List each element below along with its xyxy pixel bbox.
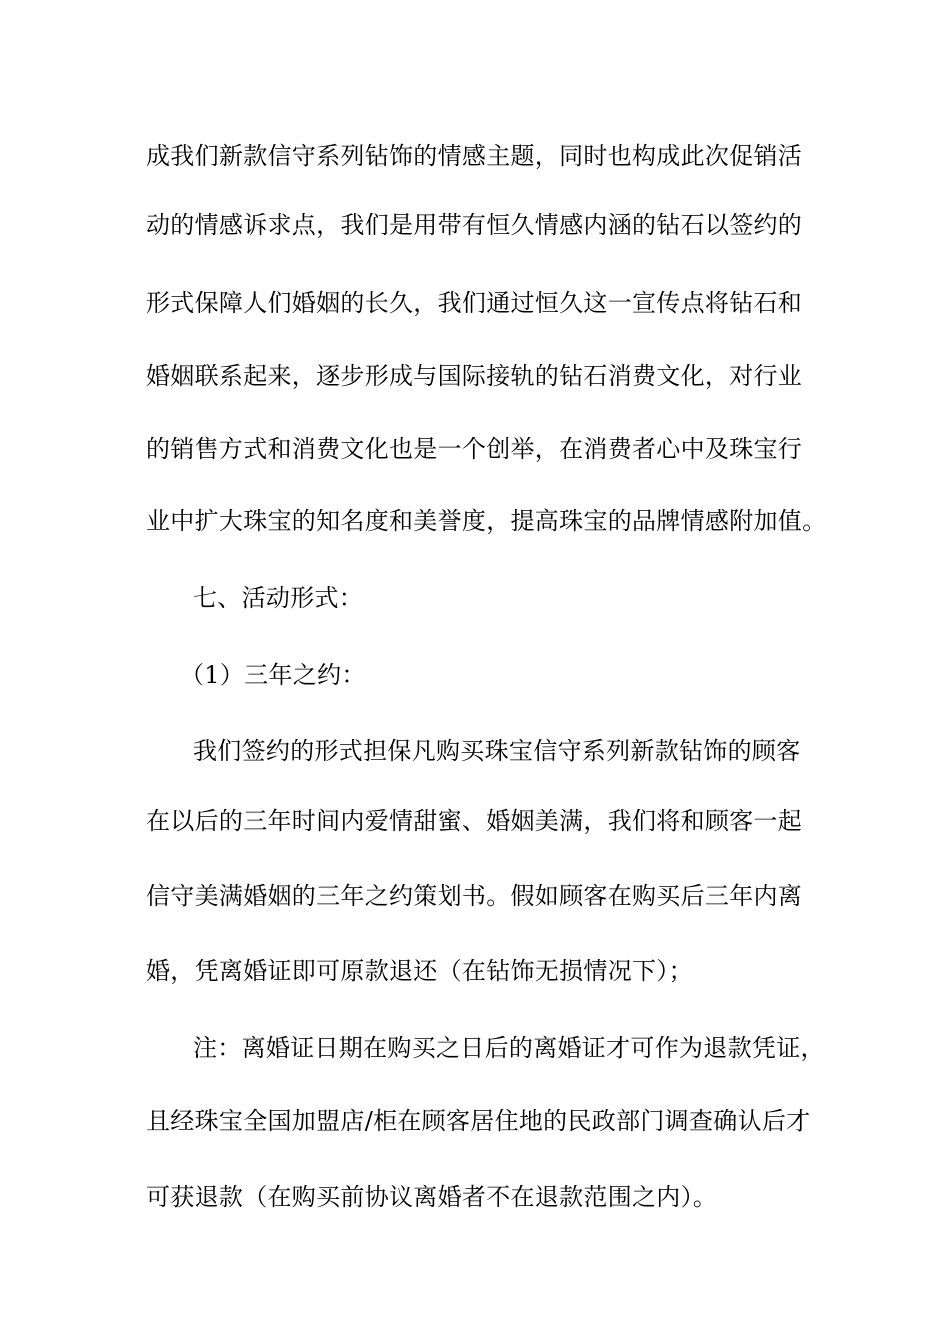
- body-line: 在以后的三年时间内爱情甜蜜、婚姻美满，我们将和顾客一起: [146, 807, 803, 835]
- body-line: 动的情感诉求点，我们是用带有恒久情感内涵的钻石以签约的: [146, 211, 803, 239]
- body-line: 婚姻联系起来，逐步形成与国际接轨的钻石消费文化，对行业: [146, 362, 803, 390]
- note-line: 注：离婚证日期在购买之日后的离婚证才可作为退款凭证，: [193, 1034, 825, 1062]
- body-line: 形式保障人们婚姻的长久，我们通过恒久这一宣传点将钻石和: [146, 289, 803, 317]
- body-line: 且经珠宝全国加盟店/柜在顾客居住地的民政部门调查确认后才: [146, 1107, 811, 1135]
- body-line: 婚，凭离婚证即可原款退还（在钻饰无损情况下）；: [146, 957, 693, 985]
- section-heading: 七、活动形式：: [193, 584, 364, 612]
- subsection-heading: （1）三年之约：: [180, 661, 366, 689]
- body-line: 成我们新款信守系列钻饰的情感主题，同时也构成此次促销活: [146, 142, 803, 170]
- body-line: 业中扩大珠宝的知名度和美誉度，提高珠宝的品牌情感附加值。: [146, 507, 827, 535]
- body-line: 信守美满婚姻的三年之约策划书。假如顾客在购买后三年内离: [146, 882, 803, 910]
- paragraph-start-line: 我们签约的形式担保凡购买珠宝信守系列新款钻饰的顾客: [193, 737, 801, 765]
- body-line: 可获退款（在购买前协议离婚者不在退款范围之内）。: [146, 1183, 718, 1211]
- body-line: 的销售方式和消费文化也是一个创举，在消费者心中及珠宝行: [146, 435, 803, 463]
